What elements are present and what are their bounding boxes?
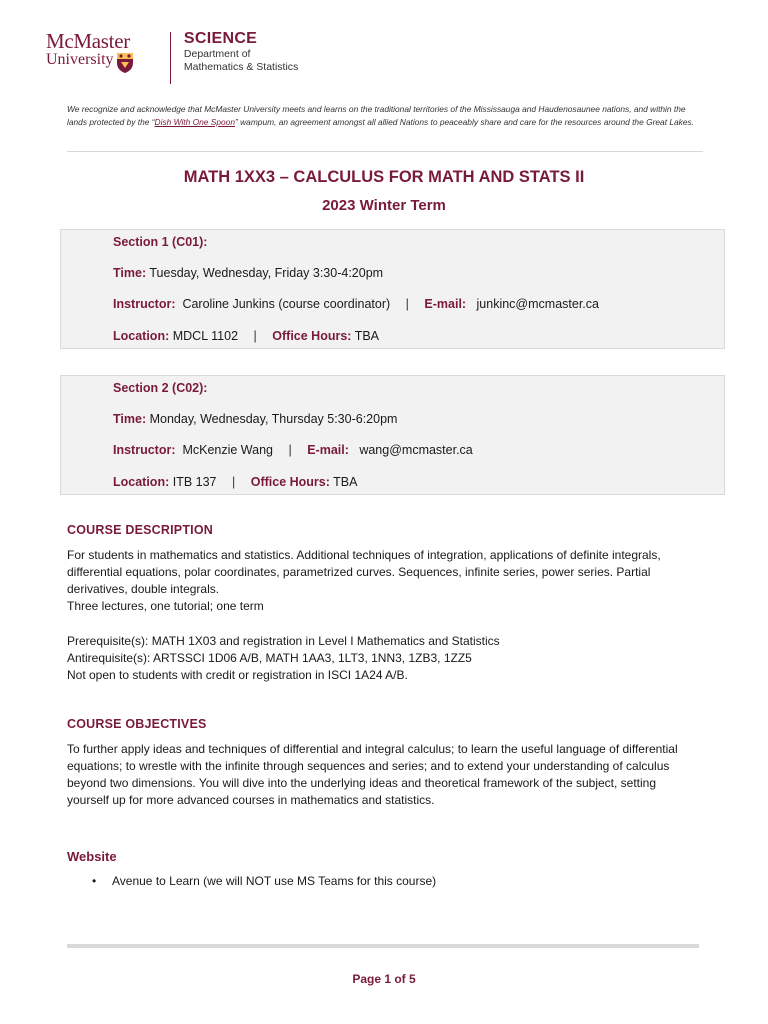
department-line-1: Department of (183, 48, 251, 60)
logo-mcmaster: McMaster (46, 29, 130, 53)
separator: | (405, 297, 409, 311)
text-line: Three lectures, one tutorial; one term (67, 599, 264, 613)
section-1-box (60, 229, 725, 349)
instructor-value: McKenzie Wang (182, 443, 273, 457)
website-item-text: Avenue to Learn (we will NOT use MS Teams for this course) (112, 874, 437, 888)
course-description-heading: COURSE DESCRIPTION (67, 523, 213, 537)
location-value: ITB 137 (172, 475, 217, 489)
text-line: derivatives, double integrals. (67, 582, 220, 596)
office-hours-label: Office Hours: (250, 475, 330, 489)
email-label: E-mail: (307, 443, 349, 457)
section-heading: Section 1 (C01): (113, 235, 208, 249)
time-row (113, 266, 383, 280)
text-line: For students in mathematics and statistics. Additional techniques of integration, applications of definite integrals, (67, 548, 661, 562)
text-line: equations; to wrestle with the infinite through sequences and series; and to extend your understanding of calculus (67, 759, 670, 773)
website-heading: Website (67, 849, 117, 864)
location-label: Location: (113, 475, 170, 489)
time-row (113, 412, 397, 426)
prerequisite-line: Prerequisite(s): MATH 1X03 and registration in Level I Mathematics and Statistics (67, 634, 500, 648)
logo-university: University (46, 51, 114, 68)
section-heading: Section 2 (C02): (113, 381, 208, 395)
department-block (184, 30, 298, 74)
office-hours-value: TBA (354, 329, 380, 343)
location-row (113, 475, 357, 489)
antirequisite-line: Antirequisite(s): ARTSSCI 1D06 A/B, MATH 1AA3, 1LT3, 1NN3, 1ZB3, 1ZZ5 (67, 651, 472, 665)
separator: | (232, 475, 236, 489)
instructor-row (113, 297, 599, 311)
footer-rule (67, 944, 699, 948)
ack-text-after: ” wampum, an agreement amongst all allied Nations to peaceably share and care for the resources around the Great Lakes. (235, 117, 695, 127)
page-subtitle: 2023 Winter Term (322, 197, 446, 214)
text-line: beyond two dimensions. You will dive into the underlying ideas and theoretical framework of the subject, setting (67, 776, 657, 790)
header-rule (67, 151, 703, 152)
time-label: Time: (113, 266, 147, 280)
email-value[interactable]: junkinc@mcmaster.ca (476, 297, 599, 311)
website-list-item (92, 874, 436, 888)
mcmaster-crest-icon (116, 52, 134, 74)
instructor-label: Instructor: (113, 443, 176, 457)
restriction-line: Not open to students with credit or registration in ISCI 1A24 A/B. (67, 668, 408, 682)
text-line: differential equations, polar coordinates, parametrized curves. Sequences, infinite series, power series. Partial (67, 565, 651, 579)
section-2-box (60, 375, 725, 495)
course-description-text (67, 547, 717, 615)
page-title: MATH 1XX3 – CALCULUS FOR MATH AND STATS II (183, 168, 585, 186)
land-acknowledgement (67, 103, 707, 129)
email-value[interactable]: wang@mcmaster.ca (359, 443, 473, 457)
requisites-text (67, 633, 717, 684)
dish-with-one-spoon-link[interactable]: Dish With One Spoon (154, 117, 235, 127)
page-header (46, 30, 298, 90)
instructor-value: Caroline Junkins (course coordinator) (182, 297, 391, 311)
header-divider (170, 32, 171, 84)
email-label: E-mail: (424, 297, 467, 311)
text-line: To further apply ideas and techniques of differential and integral calculus; to learn the useful language of differential (67, 742, 678, 756)
bullet-icon: • (92, 874, 97, 888)
office-hours-value: TBA (333, 475, 358, 489)
department-line-2: Mathematics & Statistics (183, 61, 299, 73)
course-objectives-text (67, 741, 717, 809)
instructor-row (113, 443, 473, 457)
ack-text-before: We recognize and acknowledge that McMaster University meets and learns on the traditional territories of the Mississauga and Haudenosaunee nations, and within the lands protected by the “ (67, 104, 686, 127)
location-row (113, 329, 379, 343)
separator: | (253, 329, 257, 343)
time-value: Tuesday, Wednesday, Friday 3:30-4:20pm (149, 266, 384, 280)
separator: | (288, 443, 292, 457)
time-label: Time: (113, 412, 147, 426)
office-hours-label: Office Hours: (272, 329, 352, 343)
text-line: yourself up for more advanced courses in mathematics and statistics. (67, 793, 435, 807)
course-objectives-heading: COURSE OBJECTIVES (67, 717, 207, 731)
instructor-label: Instructor: (113, 297, 176, 311)
faculty-name: SCIENCE (183, 30, 258, 47)
location-label: Location: (113, 329, 170, 343)
location-value: MDCL 1102 (172, 329, 239, 343)
page-number: Page 1 of 5 (352, 972, 416, 986)
time-value: Monday, Wednesday, Thursday 5:30-6:20pm (149, 412, 398, 426)
